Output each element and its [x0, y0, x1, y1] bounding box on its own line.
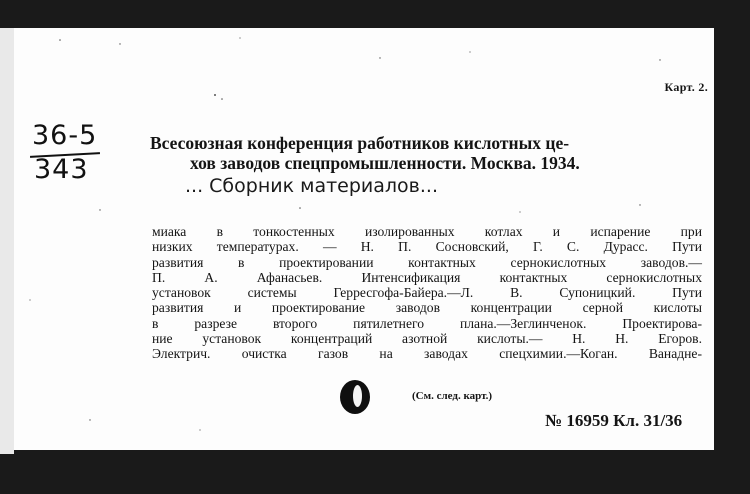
- see-next-card-note: (См. след. карт.): [412, 390, 493, 402]
- scan-background-bottom: [0, 450, 750, 494]
- body-line: установок системы Герресгофа-Байера.—Л. В. Супоницкий. Пути: [152, 285, 702, 301]
- body-line: ние установок концентраций азотной кислоты.— Н. Н. Егоров.: [152, 331, 702, 347]
- catalog-number: № 16959 Кл. 31/36: [545, 411, 683, 430]
- body-line: в разрезе второго пятилетнего плана.—Зеглинченок. Проектирова-: [152, 315, 702, 331]
- body-line: П. А. Афанасьев. Интенсификация контактных сернокислотных: [152, 269, 702, 285]
- handwritten-shelfmark-bottom: 343: [34, 154, 89, 185]
- card-body: [152, 224, 702, 362]
- body-line: миака в тонкостенных изолированных котлах и испарение при: [152, 224, 702, 239]
- scan-background-right: [714, 0, 750, 494]
- body-line: развития и проектирование заводов концентрации серной кислоты: [152, 300, 702, 316]
- title-line-2: хов заводов спецпромышленности. Москва. 1934.: [190, 153, 580, 173]
- title-line-1: Всесоюзная конференция работников кислотных це-: [150, 133, 570, 153]
- card-number: Карт. 2.: [664, 80, 708, 94]
- card-title: [150, 133, 705, 173]
- scan-background-left: [0, 28, 14, 454]
- card-subtitle: ... Сборник материалов...: [185, 175, 438, 197]
- body-line: низких температурах. — Н. П. Сосновский, Г. С. Дурасс. Пути: [152, 239, 702, 255]
- punch-hole-ink-blot: [340, 380, 370, 414]
- handwritten-shelfmark-top: 36-5: [32, 120, 98, 151]
- body-line: Электрич. очистка газов на заводах спецхимии.—Коган. Ванадне-: [152, 346, 702, 362]
- scan-background-top: [0, 0, 750, 30]
- body-line: развития в проектировании контактных сернокислотных заводов.—: [152, 254, 702, 270]
